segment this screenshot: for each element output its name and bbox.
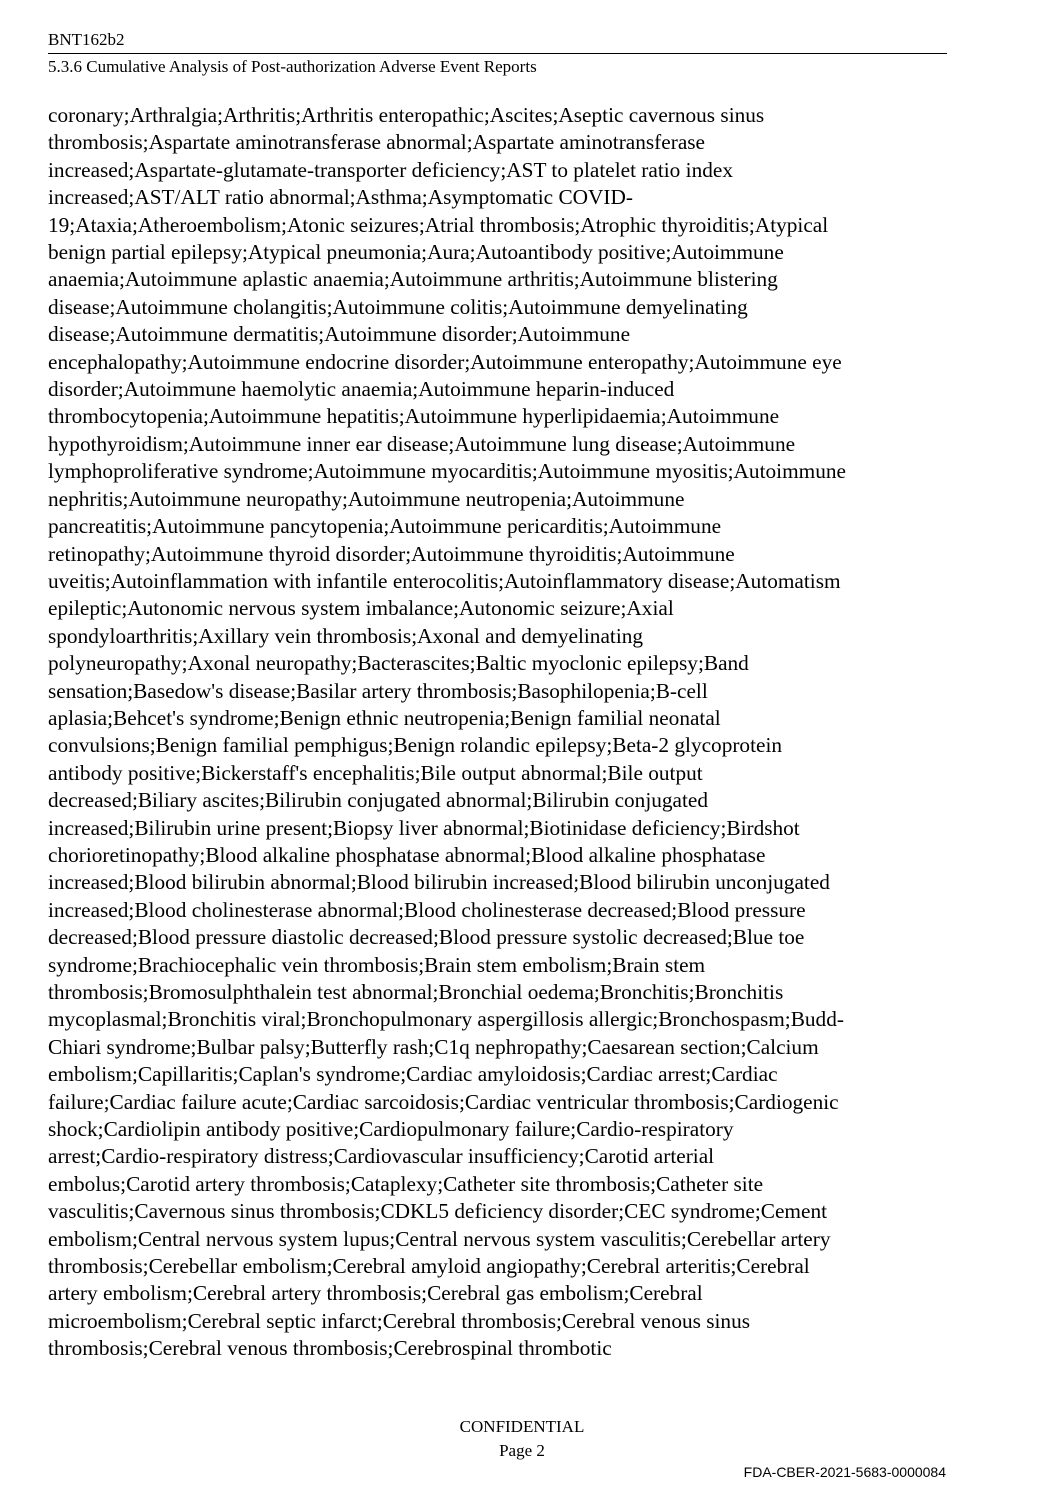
body-text-line: disorder;Autoimmune haemolytic anaemia;Autoimmune heparin-induced (48, 377, 675, 402)
body-text-line: decreased;Blood pressure diastolic decreased;Blood pressure systolic decreased;Blue toe (48, 925, 805, 950)
body-text-line: antibody positive;Bickerstaff's encephalitis;Bile output abnormal;Bile output (48, 760, 703, 785)
body-text-line: pancreatitis;Autoimmune pancytopenia;Autoimmune pericarditis;Autoimmune (48, 514, 722, 539)
body-text-line: increased;Blood cholinesterase abnormal;Blood cholinesterase decreased;Blood pressure (48, 897, 806, 922)
body-text-line: polyneuropathy;Axonal neuropathy;Bacterascites;Baltic myoclonic epilepsy;Band (48, 651, 749, 676)
header-product-name: BNT162b2 (48, 30, 125, 49)
body-text-line: hypothyroidism;Autoimmune inner ear disease;Autoimmune lung disease;Autoimmune (48, 431, 796, 456)
body-text-line: uveitis;Autoinflammation with infantile enterocolitis;Autoinflammatory disease;Automatism (48, 568, 841, 593)
bates-number: FDA-CBER-2021-5683-0000084 (743, 1464, 946, 1480)
body-text-line: mycoplasmal;Bronchitis viral;Bronchopulmonary aspergillosis allergic;Bronchospasm;Budd- (48, 1007, 844, 1032)
body-text-line: arrest;Cardio-respiratory distress;Cardiovascular insufficiency;Carotid arterial (48, 1144, 715, 1169)
body-text-line: chorioretinopathy;Blood alkaline phosphatase abnormal;Blood alkaline phosphatase (48, 842, 766, 867)
body-text-line: nephritis;Autoimmune neuropathy;Autoimmune neutropenia;Autoimmune (48, 486, 685, 511)
body-text-line: syndrome;Brachiocephalic vein thrombosis;Brain stem embolism;Brain stem (48, 952, 706, 977)
body-text-line: decreased;Biliary ascites;Bilirubin conjugated abnormal;Bilirubin conjugated (48, 788, 709, 813)
body-text-line: increased;AST/ALT ratio abnormal;Asthma;Asymptomatic COVID- (48, 185, 633, 210)
body-text-line: disease;Autoimmune cholangitis;Autoimmune colitis;Autoimmune demyelinating (48, 294, 748, 319)
body-text-line: Chiari syndrome;Bulbar palsy;Butterfly rash;C1q nephropathy;Caesarean section;Calcium (48, 1034, 819, 1059)
body-text-line: encephalopathy;Autoimmune endocrine disorder;Autoimmune enteropathy;Autoimmune eye (48, 349, 842, 374)
body-text-line: embolism;Central nervous system lupus;Central nervous system vasculitis;Cerebellar artery (48, 1226, 831, 1251)
body-text-line: embolus;Carotid artery thrombosis;Cataplexy;Catheter site thrombosis;Catheter site (48, 1171, 764, 1196)
body-text-line: failure;Cardiac failure acute;Cardiac sarcoidosis;Cardiac ventricular thrombosis;Cardiogenic (48, 1089, 839, 1114)
body-text-line: 19;Ataxia;Atheroembolism;Atonic seizures;Atrial thrombosis;Atrophic thyroiditis;Atypical (48, 212, 829, 237)
body-text-line: aplasia;Behcet's syndrome;Benign ethnic neutropenia;Benign familial neonatal (48, 705, 721, 730)
body-text-line: coronary;Arthralgia;Arthritis;Arthritis enteropathic;Ascites;Aseptic cavernous sinus (48, 103, 765, 127)
body-text-line: anaemia;Autoimmune aplastic anaemia;Autoimmune arthritis;Autoimmune blistering (48, 267, 778, 292)
body-text-line: increased;Blood bilirubin abnormal;Blood bilirubin increased;Blood bilirubin unconjugated (48, 870, 830, 895)
body-text-line: thrombosis;Aspartate aminotransferase abnormal;Aspartate aminotransferase (48, 130, 706, 155)
body-text-line: shock;Cardiolipin antibody positive;Cardiopulmonary failure;Cardio-respiratory (48, 1117, 734, 1142)
body-text-line: increased;Aspartate-glutamate-transporter deficiency;AST to platelet ratio index (48, 157, 733, 182)
body-text-line: thrombosis;Bromosulphthalein test abnormal;Bronchial oedema;Bronchitis;Bronchitis (48, 980, 784, 1004)
body-text-line: sensation;Basedow's disease;Basilar artery thrombosis;Basophilopenia;B-cell (48, 678, 708, 703)
page-number: Page 2 (499, 1441, 545, 1460)
body-text-line: thrombocytopenia;Autoimmune hepatitis;Autoimmune hyperlipidaemia;Autoimmune (48, 404, 780, 429)
body-text-line: lymphoproliferative syndrome;Autoimmune myocarditis;Autoimmune myositis;Autoimmune (48, 459, 846, 484)
header-section-title: 5.3.6 Cumulative Analysis of Post-authorization Adverse Event Reports (48, 57, 537, 76)
body-text-line: increased;Bilirubin urine present;Biopsy liver abnormal;Biotinidase deficiency;Birdshot (48, 815, 800, 840)
body-text-line: thrombosis;Cerebellar embolism;Cerebral amyloid angiopathy;Cerebral arteritis;Cerebral (48, 1254, 810, 1279)
adverse-event-term-list (48, 102, 948, 1363)
body-text-line: microembolism;Cerebral septic infarct;Cerebral thrombosis;Cerebral venous sinus (48, 1308, 751, 1333)
body-text-line: disease;Autoimmune dermatitis;Autoimmune disorder;Autoimmune (48, 322, 631, 347)
body-text-line: epileptic;Autonomic nervous system imbalance;Autonomic seizure;Axial (48, 596, 674, 621)
body-text-line: embolism;Capillaritis;Caplan's syndrome;Cardiac amyloidosis;Cardiac arrest;Cardiac (48, 1062, 778, 1087)
body-text-line: vasculitis;Cavernous sinus thrombosis;CDKL5 deficiency disorder;CEC syndrome;Cement (48, 1199, 828, 1224)
body-text-line: artery embolism;Cerebral artery thrombosis;Cerebral gas embolism;Cerebral (48, 1281, 703, 1306)
body-text-line: spondyloarthritis;Axillary vein thrombosis;Axonal and demyelinating (48, 623, 644, 648)
confidential-label: CONFIDENTIAL (459, 1417, 585, 1436)
body-text-line: thrombosis;Cerebral venous thrombosis;Cerebrospinal thrombotic (48, 1336, 612, 1361)
body-text-line: convulsions;Benign familial pemphigus;Benign rolandic epilepsy;Beta-2 glycoprotein (48, 733, 783, 758)
body-text-line: benign partial epilepsy;Atypical pneumonia;Aura;Autoantibody positive;Autoimmune (48, 240, 784, 265)
header-divider (48, 53, 947, 54)
body-text-line: retinopathy;Autoimmune thyroid disorder;Autoimmune thyroiditis;Autoimmune (48, 541, 735, 566)
